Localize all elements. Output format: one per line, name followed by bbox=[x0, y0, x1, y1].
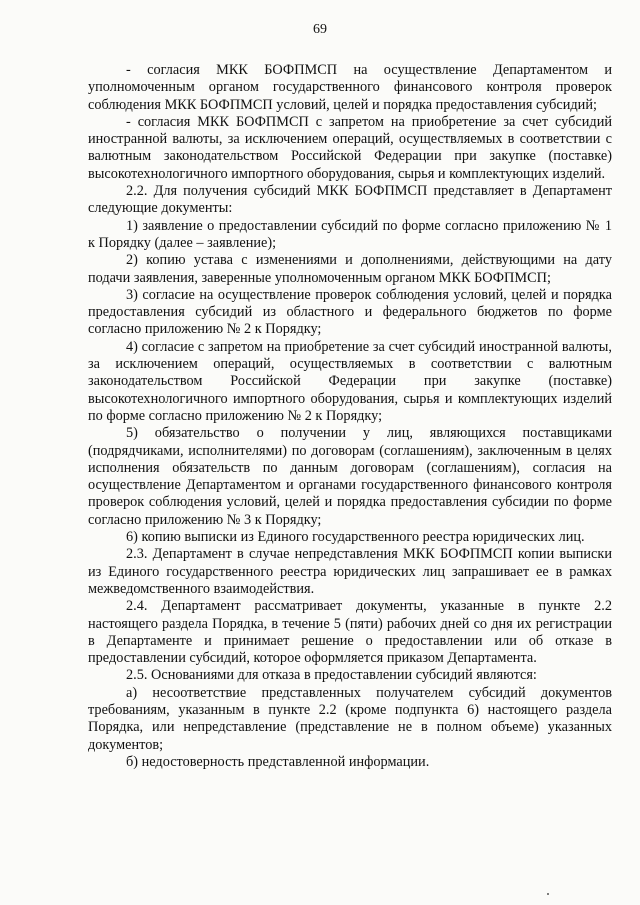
paragraph-item-5: 5) обязательство о получении у лиц, являющихся поставщиками (подрядчиками, исполнителями) по договорам (соглашениям), заключенным в целях исполнения обязательств по данным договорам (соглашениям), согласия на осуществление Департаментом и органами государственного финансового контроля проверок соблюдения условий, целей и порядка предоставления субсидии по форме согласно приложению № 3 к Порядку; bbox=[88, 425, 612, 528]
paragraph-section-2-3: 2.3. Департамент в случае непредставления МКК БОФПМСП копии выписки из Единого государственного реестра юридических лиц запрашивает ее в рамках межведомственного взаимодействия. bbox=[88, 546, 612, 597]
document-body bbox=[88, 62, 612, 771]
page-number: 69 bbox=[313, 22, 327, 37]
paragraph-consent-inspections: - согласия МКК БОФПМСП на осуществление Департаментом и уполномоченным органом государственного финансового контроля проверок соблюдения МКК БОФПМСП условий, целей и порядка предоставления субсидий; bbox=[88, 62, 612, 113]
paragraph-item-b: б) недостоверность представленной информации. bbox=[126, 753, 430, 770]
paragraph-item-a: а) несоответствие представленных получателем субсидий документов требованиям, указанным в пункте 2.2 (кроме подпункта 6) настоящего раздела Порядка, или непредставление (представление не в полном объеме) указанных документов; bbox=[88, 684, 612, 753]
paragraph-section-2-5: 2.5. Основаниями для отказа в предоставлении субсидий являются: bbox=[126, 667, 537, 684]
paragraph-section-2-2: 2.2. Для получения субсидий МКК БОФПМСП представляет в Департамент следующие документы: bbox=[88, 183, 612, 217]
paragraph-item-6: 6) копию выписки из Единого государственного реестра юридических лиц. bbox=[126, 529, 585, 546]
paragraph-item-4: 4) согласие с запретом на приобретение за счет субсидий иностранной валюты, за исключением операций, осуществляемых в соответствии с валютным законодательством Российской Федерации при закупке (поставке) высокотехнологичного импортного оборудования, сырья и комплектующих изделий по форме согласно приложению № 2 к Порядку; bbox=[88, 338, 612, 424]
paragraph-item-2: 2) копию устава с изменениями и дополнениями, действующими на дату подачи заявления, заверенные уполномоченным органом МКК БОФПМСП; bbox=[88, 252, 612, 286]
paragraph-item-1: 1) заявление о предоставлении субсидий по форме согласно приложению № 1 к Порядку (далее – заявление); bbox=[88, 217, 612, 251]
paragraph-section-2-4: 2.4. Департамент рассматривает документы, указанные в пункте 2.2 настоящего раздела Порядка, в течение 5 (пяти) рабочих дней со дня их регистрации в Департаменте и принимает решение о предоставлении или об отказе в предоставлении субсидий, которое оформляется приказом Департамента. bbox=[88, 598, 612, 667]
paragraph-item-3: 3) согласие на осуществление проверок соблюдения условий, целей и порядка предоставления субсидий из областного и федерального бюджетов по форме согласно приложению № 2 к Порядку; bbox=[88, 286, 612, 338]
paragraph-consent-currency-ban: - согласия МКК БОФПМСП с запретом на приобретение за счет субсидий иностранной валюты, за исключением операций, осуществляемых в соответствии с валютным законодательством Российской Федерации при закупке (поставке) высокотехнологичного импортного оборудования, сырья и комплектующих изделий. bbox=[88, 113, 612, 182]
scan-speck bbox=[547, 893, 549, 895]
